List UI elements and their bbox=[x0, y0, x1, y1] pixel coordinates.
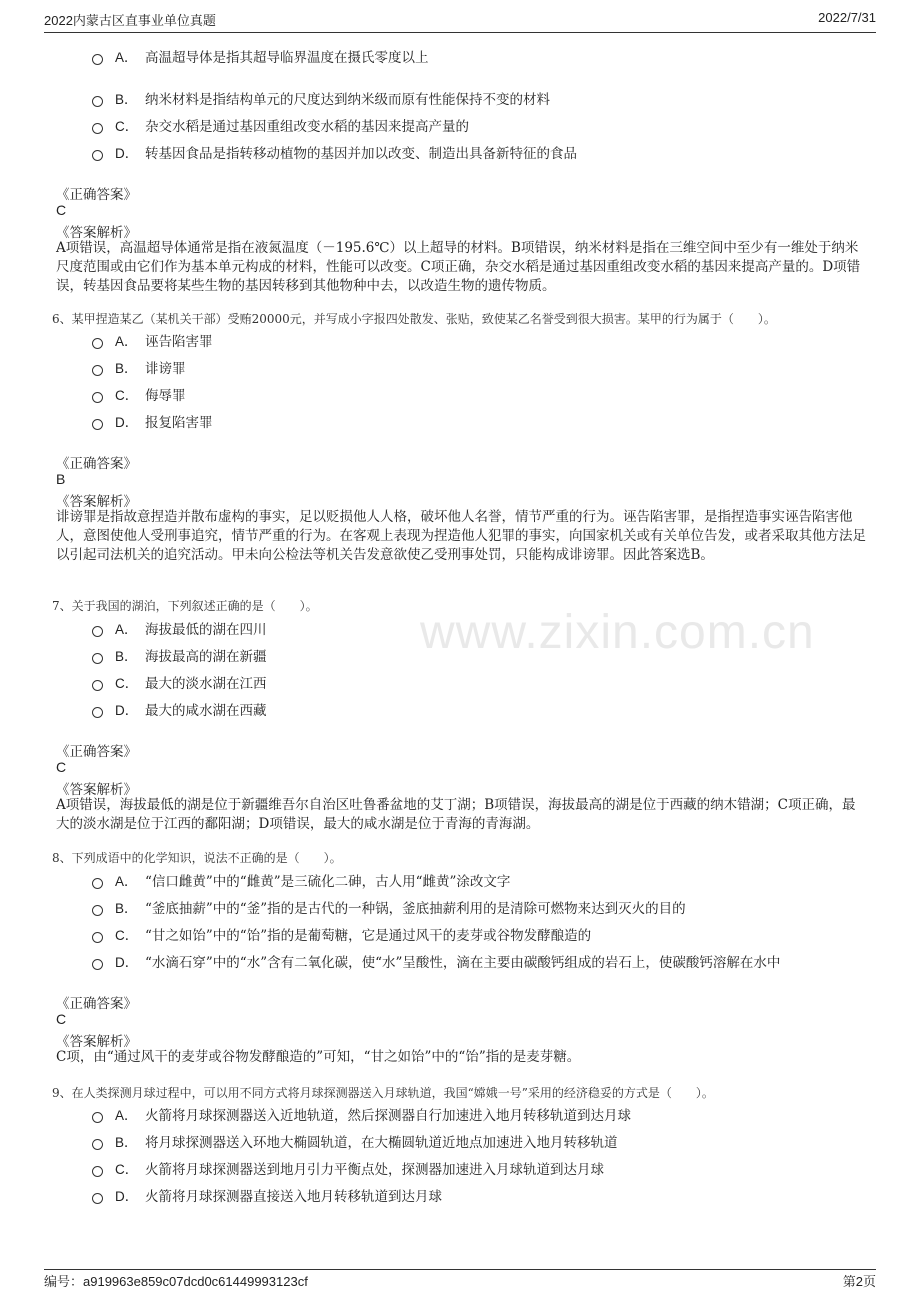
page-footer bbox=[44, 1269, 876, 1290]
page-header bbox=[44, 10, 876, 33]
option-a[interactable]: A． “信口雌黄”中的“雌黄”是三硫化二砷，古人用“雌黄”涂改文字 bbox=[92, 870, 510, 890]
option-b[interactable]: B． 将月球探测器送入环地大椭圆轨道，在大椭圆轨道近地点加速进入地月转移轨道 bbox=[92, 1131, 618, 1151]
analysis-label: 《答案解析》 bbox=[56, 1034, 137, 1050]
watermark: www.zixin.com.cn bbox=[420, 606, 815, 659]
radio-icon[interactable] bbox=[92, 905, 103, 916]
analysis-label: 《答案解析》 bbox=[56, 782, 137, 798]
option-d[interactable]: D． 最大的咸水湖在西藏 bbox=[92, 699, 267, 719]
answer-label: 《正确答案》 bbox=[56, 456, 137, 472]
answer-value: C bbox=[56, 1011, 67, 1027]
radio-icon[interactable] bbox=[92, 150, 103, 161]
option-a[interactable]: A． 诬告陷害罪 bbox=[92, 330, 213, 350]
option-b[interactable]: B． 诽谤罪 bbox=[92, 357, 186, 377]
option-b[interactable]: B． 海拔最高的湖在新疆 bbox=[92, 645, 267, 665]
radio-icon[interactable] bbox=[92, 419, 103, 430]
option-d[interactable]: D． 转基因食品是指转移动植物的基因并加以改变、制造出具备新特征的食品 bbox=[92, 142, 577, 162]
radio-icon[interactable] bbox=[92, 54, 103, 65]
option-d[interactable]: D． 报复陷害罪 bbox=[92, 411, 213, 431]
question-7: 7、关于我国的湖泊，下列叙述正确的是（ ）。 bbox=[52, 599, 318, 613]
page-number: 第2页 bbox=[842, 1274, 876, 1289]
radio-icon[interactable] bbox=[92, 123, 103, 134]
option-c[interactable]: C． 杂交水稻是通过基因重组改变水稻的基因来提高产量的 bbox=[92, 115, 469, 135]
radio-icon[interactable] bbox=[92, 878, 103, 889]
radio-icon[interactable] bbox=[92, 680, 103, 691]
radio-icon[interactable] bbox=[92, 96, 103, 107]
answer-value: C bbox=[56, 202, 67, 218]
answer-label: 《正确答案》 bbox=[56, 187, 137, 203]
answer-value: C bbox=[56, 759, 67, 775]
analysis-label: 《答案解析》 bbox=[56, 225, 137, 241]
answer-value: B bbox=[56, 471, 66, 487]
radio-icon[interactable] bbox=[92, 1166, 103, 1177]
document-date: 2022/7/31 bbox=[818, 10, 876, 25]
question-9: 9、在人类探测月球过程中，可以用不同方式将月球探测器送入月球轨道，我国“嫦娥一号”采用的经济稳妥的方式是（ ）。 bbox=[52, 1086, 714, 1100]
radio-icon[interactable] bbox=[92, 365, 103, 376]
radio-icon[interactable] bbox=[92, 338, 103, 349]
option-c[interactable]: C． “甘之如饴”中的“饴”指的是葡萄糖，它是通过风干的麦芽或谷物发酵酿造的 bbox=[92, 924, 591, 944]
question-6: 6、某甲捏造某乙（某机关干部）受贿20000元，并写成小字报四处散发、张贴，致使某乙名誉受到很大损害。某甲的行为属于（ ）。 bbox=[52, 312, 776, 326]
analysis-text: C项，由“通过风干的麦芽或谷物发酵酿造的”可知，“甘之如饴”中的“饴”指的是麦芽糖。 bbox=[56, 1049, 581, 1065]
document-code: 编号：a919963e859c07dcd0c61449993123cf bbox=[44, 1274, 308, 1289]
analysis-text: 诽谤罪是指故意捏造并散布虚构的事实，足以贬损他人人格，破坏他人名誉，情节严重的行为。诬告陷害罪，是指捏造事实诬告陷害他人，意图使他人受刑事追究，情节严重的行为。在客观上表现为捏造他人犯罪的事实，向国家机关或有关单位告发，或者采取其他方法足以引起司法机关的追究活动。甲未向公检法等机关告发意欲使乙受刑事处罚，只能构成诽谤罪。因此答案选B。 bbox=[56, 509, 866, 563]
option-b[interactable]: B． 纳米材料是指结构单元的尺度达到纳米级而原有性能保持不变的材料 bbox=[92, 88, 550, 108]
radio-icon[interactable] bbox=[92, 653, 103, 664]
radio-icon[interactable] bbox=[92, 707, 103, 718]
radio-icon[interactable] bbox=[92, 959, 103, 970]
option-d[interactable]: D． “水滴石穿”中的“水”含有二氧化碳，使“水”呈酸性，滴在主要由碳酸钙组成的岩石上，使碳酸钙溶解在水中 bbox=[92, 951, 780, 971]
analysis-label: 《答案解析》 bbox=[56, 494, 137, 510]
radio-icon[interactable] bbox=[92, 1112, 103, 1123]
answer-label: 《正确答案》 bbox=[56, 996, 137, 1012]
option-a[interactable]: A． 高温超导体是指其超导临界温度在摄氏零度以上 bbox=[92, 46, 429, 66]
option-b[interactable]: B． “釜底抽薪”中的“釜”指的是古代的一种锅，釜底抽薪利用的是清除可燃物来达到灭火的目的 bbox=[92, 897, 686, 917]
analysis-text: A项错误，高温超导体通常是指在液氮温度（－195.6℃）以上超导的材料。B项错误，纳米材料是指在三维空间中至少有一维处于纳米尺度范围或由它们作为基本单元构成的材料，性能可以改变。C项正确，杂交水稻是通过基因重组改变水稻的基因来提高产量的。D项错误，转基因食品要将某些生物的基因转移到其他物种中去，以改造生物的遗传物质。 bbox=[56, 240, 861, 294]
option-a[interactable]: A． 火箭将月球探测器送入近地轨道，然后探测器自行加速进入地月转移轨道到达月球 bbox=[92, 1104, 631, 1124]
option-a[interactable]: A． 海拔最低的湖在四川 bbox=[92, 618, 267, 638]
option-c[interactable]: C． 侮辱罪 bbox=[92, 384, 186, 404]
document-title: 2022内蒙古区直事业单位真题 bbox=[44, 13, 216, 28]
radio-icon[interactable] bbox=[92, 626, 103, 637]
radio-icon[interactable] bbox=[92, 1139, 103, 1150]
option-c[interactable]: C． 火箭将月球探测器送到地月引力平衡点处，探测器加速进入月球轨道到达月球 bbox=[92, 1158, 604, 1178]
analysis-text: A项错误，海拔最低的湖是位于新疆维吾尔自治区吐鲁番盆地的艾丁湖；B项错误，海拔最高的湖是位于西藏的纳木错湖；C项正确，最大的淡水湖是位于江西的鄱阳湖；D项错误，最大的咸水湖是位于青海的青海湖。 bbox=[56, 797, 856, 832]
radio-icon[interactable] bbox=[92, 932, 103, 943]
question-8: 8、下列成语中的化学知识，说法不正确的是（ ）。 bbox=[52, 851, 342, 865]
option-c[interactable]: C． 最大的淡水湖在江西 bbox=[92, 672, 267, 692]
answer-label: 《正确答案》 bbox=[56, 744, 137, 760]
radio-icon[interactable] bbox=[92, 392, 103, 403]
option-d[interactable]: D． 火箭将月球探测器直接送入地月转移轨道到达月球 bbox=[92, 1185, 442, 1205]
radio-icon[interactable] bbox=[92, 1193, 103, 1204]
